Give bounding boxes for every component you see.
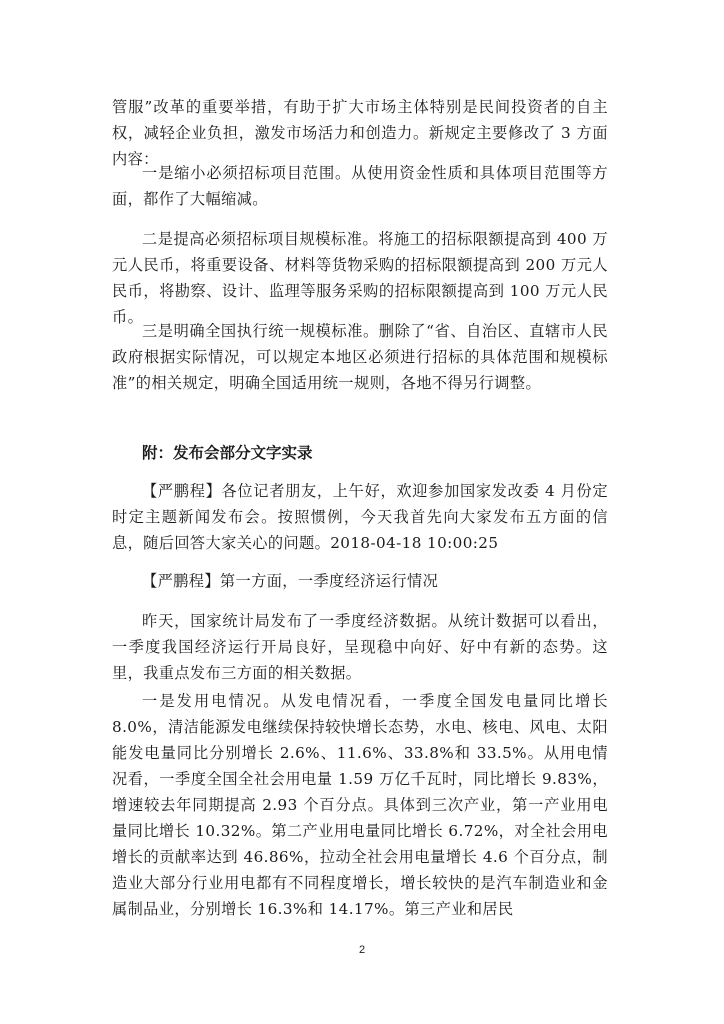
paragraph-transcript-section-one: 【严鹏程】第一方面，一季度经济运行情况 <box>142 572 439 590</box>
paragraph-point-one: 一是缩小必须招标项目范围。从使用资金性质和具体项目范围等方面，都作了大幅缩减。 <box>112 164 608 208</box>
appendix-heading: 附：发布会部分文字实录 <box>142 444 313 462</box>
page-number: 2 <box>358 944 366 956</box>
paragraph-transcript-opening: 【严鹏程】各位记者朋友，上午好，欢迎参加国家发改委 4 月份定时定主题新闻发布会。按照惯例，今天我首先向大家发布五方面的信息，随后回答大家关心的问题。2018-04-18 10:00:25 <box>112 482 608 552</box>
paragraph-electricity-data: 一是发用电情况。从发电情况看，一季度全国发电量同比增长 8.0%，清洁能源发电继续保持较快增长态势，水电、核电、风电、太阳能发电量同比分别增长 2.6%、11.6%、33.8%和 33.5%。从用电情况看，一季度全国全社会用电量 1.59 万亿千瓦时，同比增长 9.83%，增速较去年同期提高 2.93 个百分点。具体到三次产业，第一产业用电量同比增长 10.32%。第二产业用电量同比增长 6.72%，对全社会用电增长的贡献率达到 46.86%，拉动全社会用电量增长 4.6 个百分点，制造业大部分行业用电都有不同程度增长，增长较快的是汽车制造业和金属制品业，分别增长 16.3%和 14.17%。第三产业和居民 <box>112 692 608 918</box>
paragraph-intro-continuation: 管服”改革的重要举措，有助于扩大市场主体特别是民间投资者的自主权，减轻企业负担，激发市场活力和创造力。新规定主要修改了 3 方面内容： <box>112 98 608 168</box>
paragraph-point-three: 三是明确全国执行统一规模标准。删除了“省、自治区、直辖市人民政府根据实际情况，可以规定本地区必须进行招标的具体范围和规模标准”的相关规定，明确全国适用统一规则，各地不得另行调整。 <box>112 322 608 392</box>
paragraph-point-two: 二是提高必须招标项目规模标准。将施工的招标限额提高到 400 万元人民币，将重要设备、材料等货物采购的招标限额提高到 200 万元人民币，将勘察、设计、监理等服务采购的招标限额提高到 100 万元人民币。 <box>112 230 608 326</box>
paragraph-statistics-intro: 昨天，国家统计局发布了一季度经济数据。从统计数据可以看出，一季度我国经济运行开局良好，呈现稳中向好、好中有新的态势。这里，我重点发布三方面的相关数据。 <box>112 612 608 682</box>
